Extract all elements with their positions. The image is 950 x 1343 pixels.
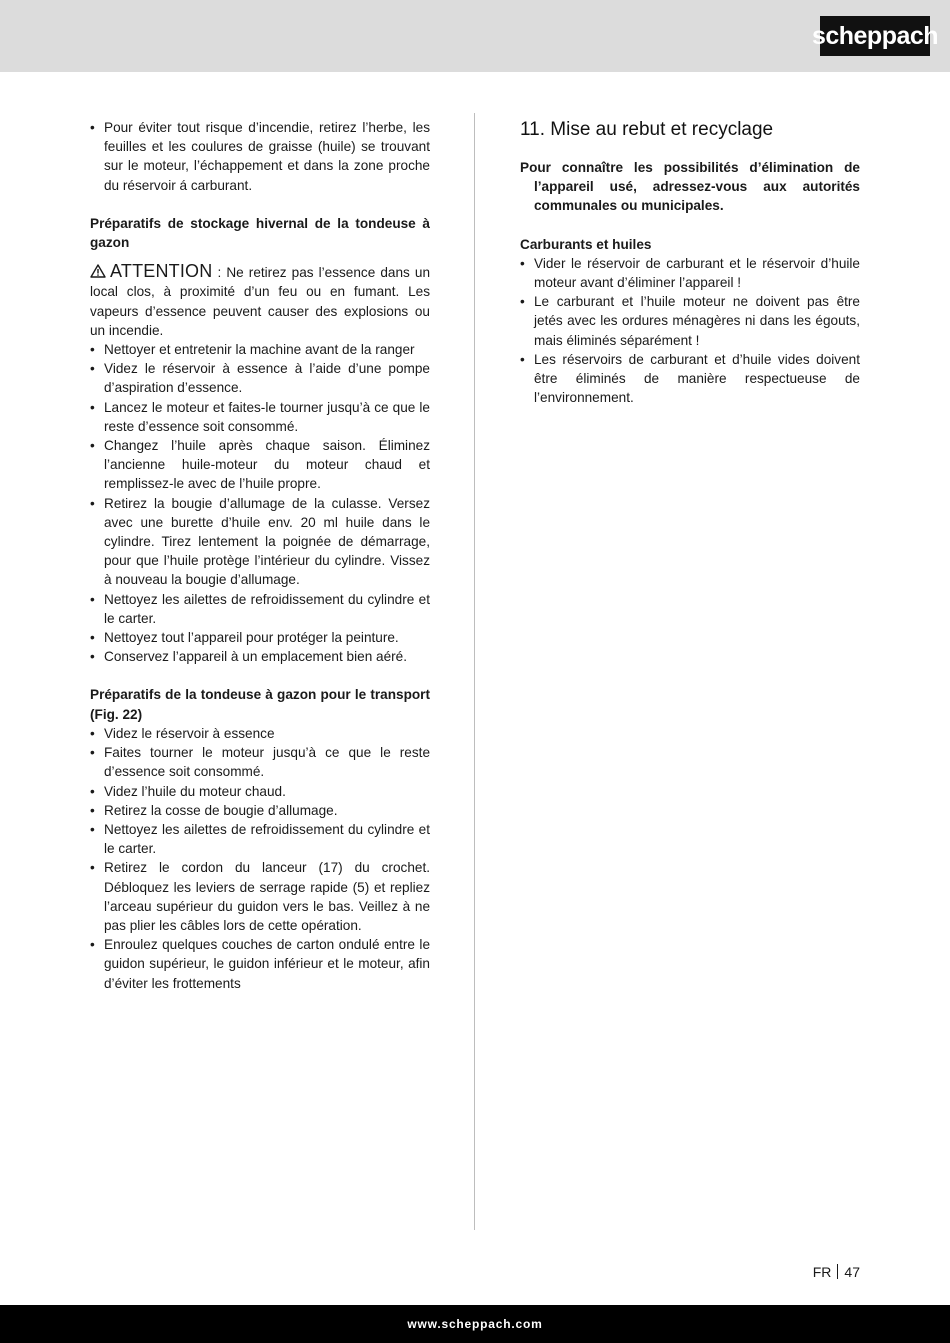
transport-heading: Préparatifs de la tondeuse à gazon pour le transport (Fig. 22) <box>90 687 430 722</box>
list-item: • Retirez la cosse de bougie d’allumage. <box>90 801 430 820</box>
list-item: • Vider le réservoir de carburant et le réservoir d’huile moteur avant d’éliminer l’appareil ! <box>520 254 860 292</box>
fuels-bullet-list <box>520 254 860 408</box>
column-divider <box>474 113 475 1230</box>
list-item: • Les réservoirs de carburant et d’huile vides doivent être éliminés de manière respectueuse de l’environnement. <box>520 350 860 408</box>
intro-bullet-list <box>90 118 430 195</box>
page-number-value: 47 <box>844 1264 860 1280</box>
warning-paragraph <box>90 262 430 340</box>
warning-text: : Ne retirez pas l’essence dans un local clos, à proximité d’un feu ou en fumant. Les vapeurs d’essence peuvent causer des explosions ou un incendie. <box>90 265 430 338</box>
footer-bar <box>0 1305 950 1343</box>
list-item: • Pour éviter tout risque d’incendie, retirez l’herbe, les feuilles et les coulures de graisse (huile) se trouvant sur le moteur, l’échappement et dans la zone proche du réservoir á carburant. <box>90 118 430 195</box>
fuels-heading: Carburants et huiles <box>520 236 652 252</box>
list-item: • Videz le réservoir à essence à l’aide d’une pompe d’aspiration d’essence. <box>90 359 430 397</box>
page-language: FR <box>812 1264 832 1280</box>
list-item: • Retirez le cordon du lanceur (17) du crochet. Débloquez les leviers de serrage rapide (5) et repliez l’arceau supérieur du guidon vers le bas. Veillez à ne pas plier les câbles lors de cette opération. <box>90 858 430 935</box>
right-column <box>520 118 860 407</box>
list-item: • Nettoyez tout l’appareil pour protéger la peinture. <box>90 628 430 647</box>
list-item: • Nettoyer et entretenir la machine avant de la ranger <box>90 340 430 359</box>
storage-bullet-list <box>90 340 430 666</box>
storage-heading: Préparatifs de stockage hivernal de la tondeuse à gazon <box>90 215 430 251</box>
list-item: • Videz l’huile du moteur chaud. <box>90 782 430 801</box>
footer-url[interactable]: www.scheppach.com <box>407 1317 543 1331</box>
scheppach-logo: scheppach <box>820 16 930 56</box>
list-item: • Videz le réservoir à essence <box>90 724 430 743</box>
section-title: 11. Mise au rebut et recyclage <box>520 119 774 140</box>
warning-title: ATTENTION <box>110 261 213 282</box>
list-item: • Retirez la bougie d’allumage de la culasse. Versez avec une burette d’huile env. 20 ml huile dans le cylindre. Tirez lentement la poignée de démarrage, pour que l’huile protège l’intérieur du cylindre. Vissez à nouveau la bougie d’allumage. <box>90 494 430 590</box>
list-item: • Nettoyez les ailettes de refroidissement du cylindre et le carter. <box>90 590 430 628</box>
page-number <box>813 1264 860 1280</box>
disposal-intro: Pour connaître les possibilités d’élimination de l’appareil usé, adressez-vous aux autorités communales ou municipales. <box>520 160 860 214</box>
header-bar <box>0 0 950 72</box>
list-item: • Lancez le moteur et faites-le tourner jusqu’à ce que le reste d’essence soit consommé. <box>90 398 430 436</box>
list-item: • Enroulez quelques couches de carton ondulé entre le guidon supérieur, le guidon inférieur et le moteur, afin d’éviter les frottements <box>90 935 430 993</box>
list-item: • Faites tourner le moteur jusqu’à ce que le reste d’essence soit consommé. <box>90 743 430 781</box>
warning-triangle-icon <box>90 264 106 278</box>
list-item: • Nettoyez les ailettes de refroidissement du cylindre et le carter. <box>90 820 430 858</box>
list-item: • Changez l’huile après chaque saison. Éliminez l’ancienne huile-moteur du moteur chaud et remplissez-le avec de l’huile propre. <box>90 436 430 494</box>
list-item: • Le carburant et l’huile moteur ne doivent pas être jetés avec les ordures ménagères ni dans les égouts, mais éliminés séparément ! <box>520 292 860 350</box>
transport-bullet-list <box>90 724 430 993</box>
left-column <box>90 118 430 993</box>
list-item: • Conservez l’appareil à un emplacement bien aéré. <box>90 647 430 666</box>
page-separator <box>837 1264 838 1279</box>
